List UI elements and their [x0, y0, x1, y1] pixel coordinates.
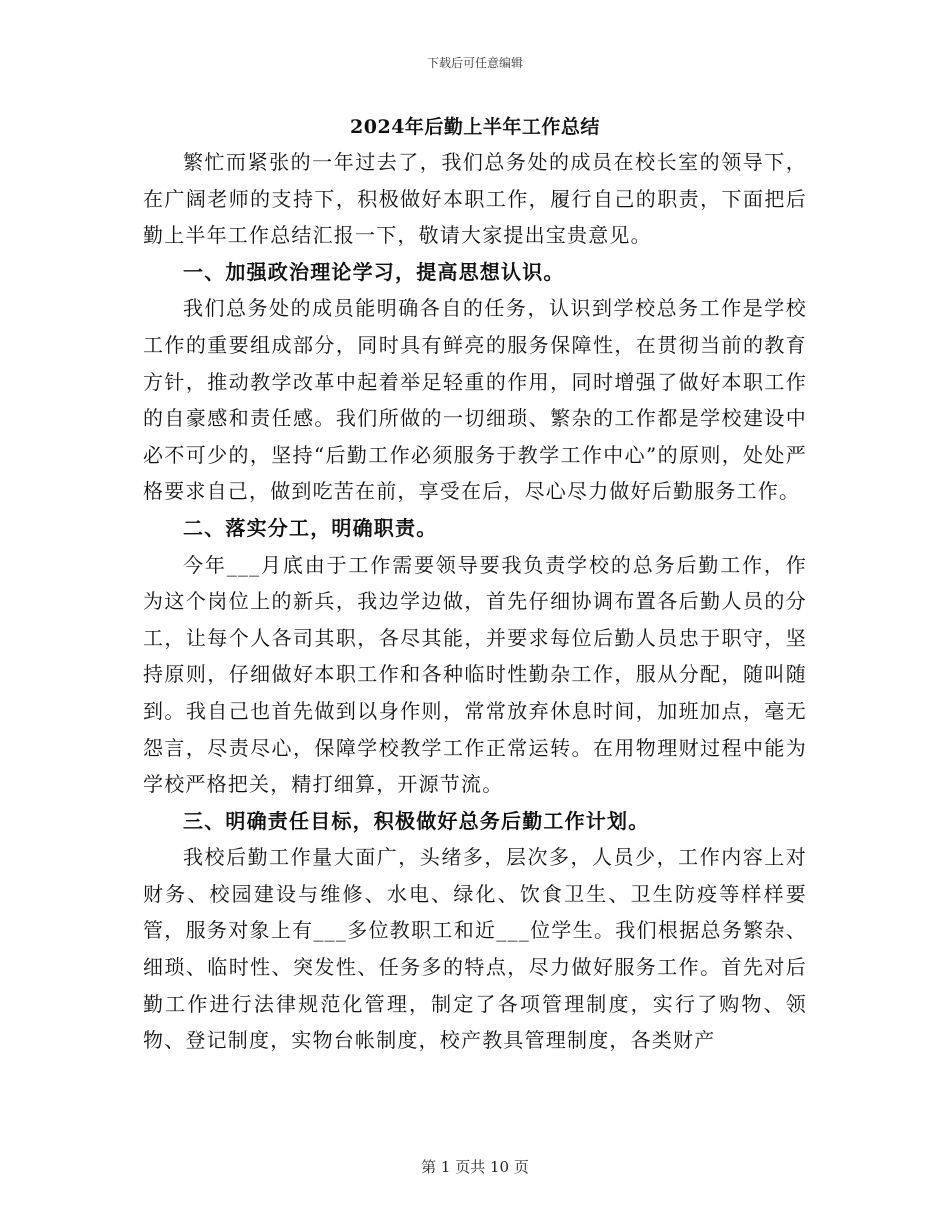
section-3-paragraph: 我校后勤工作量大面广，头绪多，层次多，人员少，工作内容上对财务、校园建设与维修、水电、绿化、饮食卫生、卫生防疫等样样要管，服务对象上有___多位教职工和近___位学生。我们根据总务繁杂、细琐、临时性、突发性、任务多的特点，尽力做好服务工作。首先对后勤工作进行法律规范化管理，制定了各项管理制度，实行了购物、领物、登记制度，实物台帐制度，校产教具管理制度，各类财产	[143, 845, 807, 1053]
document-body	[143, 112, 807, 1059]
section-2-paragraph: 今年___月底由于工作需要领导要我负责学校的总务后勤工作，作为这个岗位上的新兵，我边学边做，首先仔细协调布置各后勤人员的分工，让每个人各司其职，各尽其能，并要求每位后勤人员忠于职守，坚持原则，仔细做好本职工作和各种临时性勤杂工作，服从分配，随叫随到。我自己也首先做到以身作则，常常放弃休息时间，加班加点，毫无怨言，尽责尽心，保障学校教学工作正常运转。在用物理财过程中能为学校严格把关，精打细算，开源节流。	[143, 552, 807, 797]
intro-paragraph: 繁忙而紧张的一年过去了，我们总务处的成员在校长室的领导下，在广阔老师的支持下，积极做好本职工作，履行自己的职责，下面把后勤上半年工作总结汇报一下，敬请大家提出宝贵意见。	[143, 150, 807, 248]
page-header-note: 下载后可任意编辑	[426, 56, 523, 70]
page-number: 第 1 页共 10 页	[421, 1158, 529, 1176]
section-heading-1: 一、加强政治理论学习，提高思想认识。	[183, 259, 565, 284]
section-heading-3: 三、明确责任目标，积极做好总务后勤工作计划。	[183, 808, 650, 833]
section-1-paragraph: 我们总务处的成员能明确各自的任务，认识到学校总务工作是学校工作的重要组成部分，同时具有鲜亮的服务保障性，在贯彻当前的教育方针，推动教学改革中起着举足轻重的作用，同时增强了做好本职工作的自豪感和责任感。我们所做的一切细琐、繁杂的工作都是学校建设中必不可少的，坚持“后勤工作必须服务于教学工作中心”的原则，处处严格要求自己，做到吃苦在前，享受在后，尽心尽力做好后勤服务工作。	[143, 296, 807, 504]
document-title: 2024年后勤上半年工作总结	[350, 116, 600, 138]
section-heading-2: 二、落实分工，明确职责。	[183, 515, 438, 540]
